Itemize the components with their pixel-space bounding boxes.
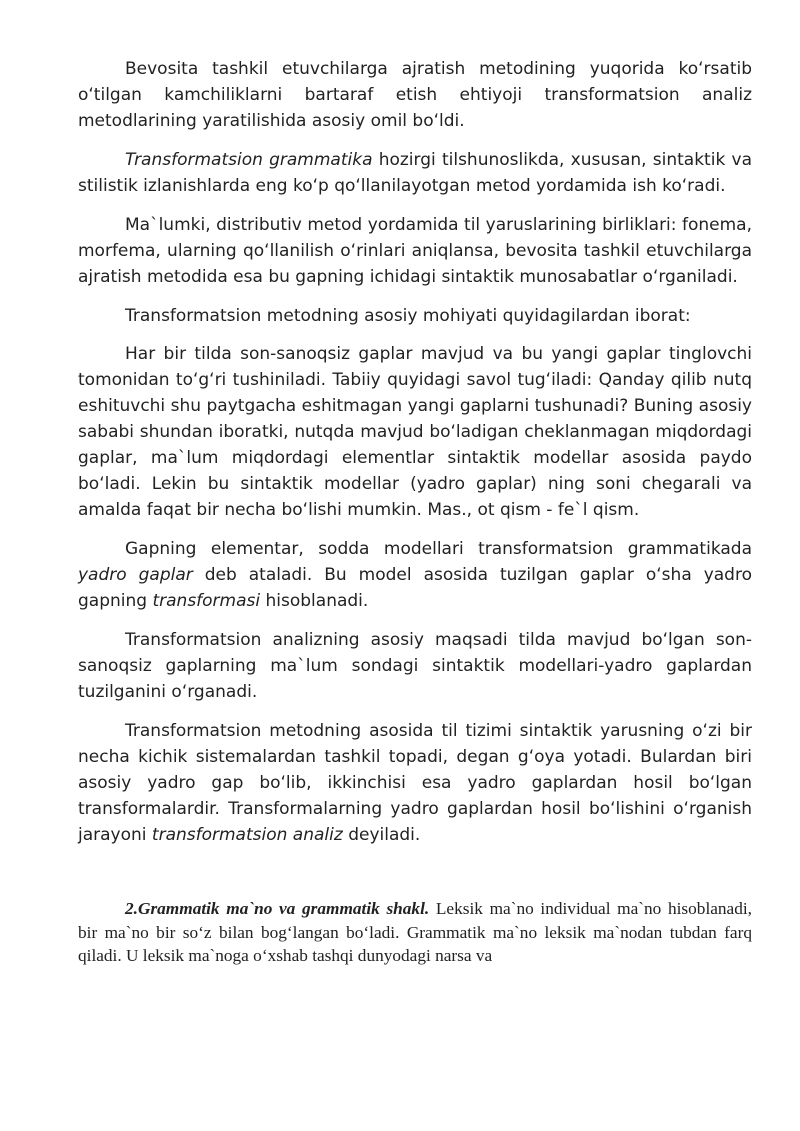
paragraph-2	[78, 147, 752, 199]
term-yadro-gaplar: yadro gaplar	[78, 565, 193, 585]
paragraph-6-text-c: hisoblanadi.	[260, 591, 369, 611]
term-transformatsion-grammatika: Transformatsion grammatika	[125, 150, 373, 170]
term-transformasi: transformasi	[152, 591, 261, 611]
paragraph-1	[78, 56, 752, 134]
paragraph-6	[78, 536, 752, 614]
paragraph-5	[78, 341, 752, 523]
paragraph-1-text: Bevosita tashkil etuvchilarga ajratish metodining yuqorida koʻrsatib oʻtilgan kamchiliklarni bartaraf etish ehtiyoji transformatsion analiz metodlarining yaratilishida asosiy omil boʻldi.	[78, 59, 752, 131]
section-spacer	[78, 861, 752, 897]
paragraph-8	[78, 718, 752, 848]
paragraph-6-text-b: deb ataladi. Bu model asosida tuzilgan gaplar oʻsha yadro gapning	[78, 565, 752, 611]
section-2-body: Leksik ma`no individual ma`no hisoblanadi, bir ma`no bir soʻz bilan bogʻlangan boʻladi. Grammatik ma`no leksik ma`nodan tubdan farq qiladi. U leksik ma`noga oʻxshab tashqi dunyodagi narsa va	[78, 899, 752, 965]
paragraph-8-text-b: deyiladi.	[342, 825, 421, 845]
paragraph-7-text: Transformatsion analizning asosiy maqsadi tilda mavjud boʻlgan son-sanoqsiz gaplarning ma`lum sondagi sintaktik modellari-yadro gaplardan tuzilganini oʻrganadi.	[78, 630, 752, 702]
paragraph-2-text: hozirgi tilshunoslikda, xususan, sintaktik va stilistik izlanishlarda eng koʻp qoʻllanilayotgan metod yordamida ish koʻradi.	[78, 150, 752, 196]
paragraph-6-text-a: Gapning elementar, sodda modellari transformatsion grammatikada	[125, 539, 752, 559]
paragraph-4-text: Transformatsion metodning asosiy mohiyati quyidagilardan iborat:	[125, 306, 691, 326]
paragraph-5-text: Har bir tilda son-sanoqsiz gaplar mavjud va bu yangi gaplar tinglovchi tomonidan toʻgʻri tushiniladi. Tabiiy quyidagi savol tugʻiladi: Qanday qilib nutq eshituvchi shu paytgacha eshitmagan yangi gaplarni tushunadi? Buning asosiy sababi shundan iboratki, nutqda mavjud boʻladigan cheklanmagan miqdordagi gaplar, ma`lum miqdordagi elementlar sintaktik modellar asosida paydo boʻladi. Lekin bu sintaktik modellar (yadro gaplar) ning soni chegarali va amalda faqat bir necha boʻlishi mumkin. Mas., ot qism - fe`l qism.	[78, 344, 752, 520]
paragraph-4	[78, 303, 752, 329]
term-transformatsion-analiz: transformatsion analiz	[151, 825, 343, 845]
paragraph-3-text: Ma`lumki, distributiv metod yordamida til yaruslarining birliklari: fonema, morfema, ularning qoʻllanilish oʻrinlari aniqlansa, bevosita tashkil etuvchilarga ajratish metodida esa bu gapning ichidagi sintaktik munosabatlar oʻrganiladi.	[78, 215, 752, 287]
paragraph-8-text-a: Transformatsion metodning asosida til tizimi sintaktik yarusning oʻzi bir necha kichik sistemalardan tashkil topadi, degan gʻoya yotadi. Bulardan biri asosiy yadro gap boʻlib, ikkinchisi esa yadro gaplardan hosil boʻlgan transformalardir. Transformalarning yadro gaplardan hosil boʻlishini oʻrganish jarayoni	[78, 721, 752, 845]
section-2-heading: 2.Grammatik ma`no va grammatik shakl.	[125, 899, 430, 918]
paragraph-3	[78, 212, 752, 290]
section-2-paragraph	[78, 897, 752, 968]
document-page	[78, 56, 752, 968]
paragraph-7	[78, 627, 752, 705]
